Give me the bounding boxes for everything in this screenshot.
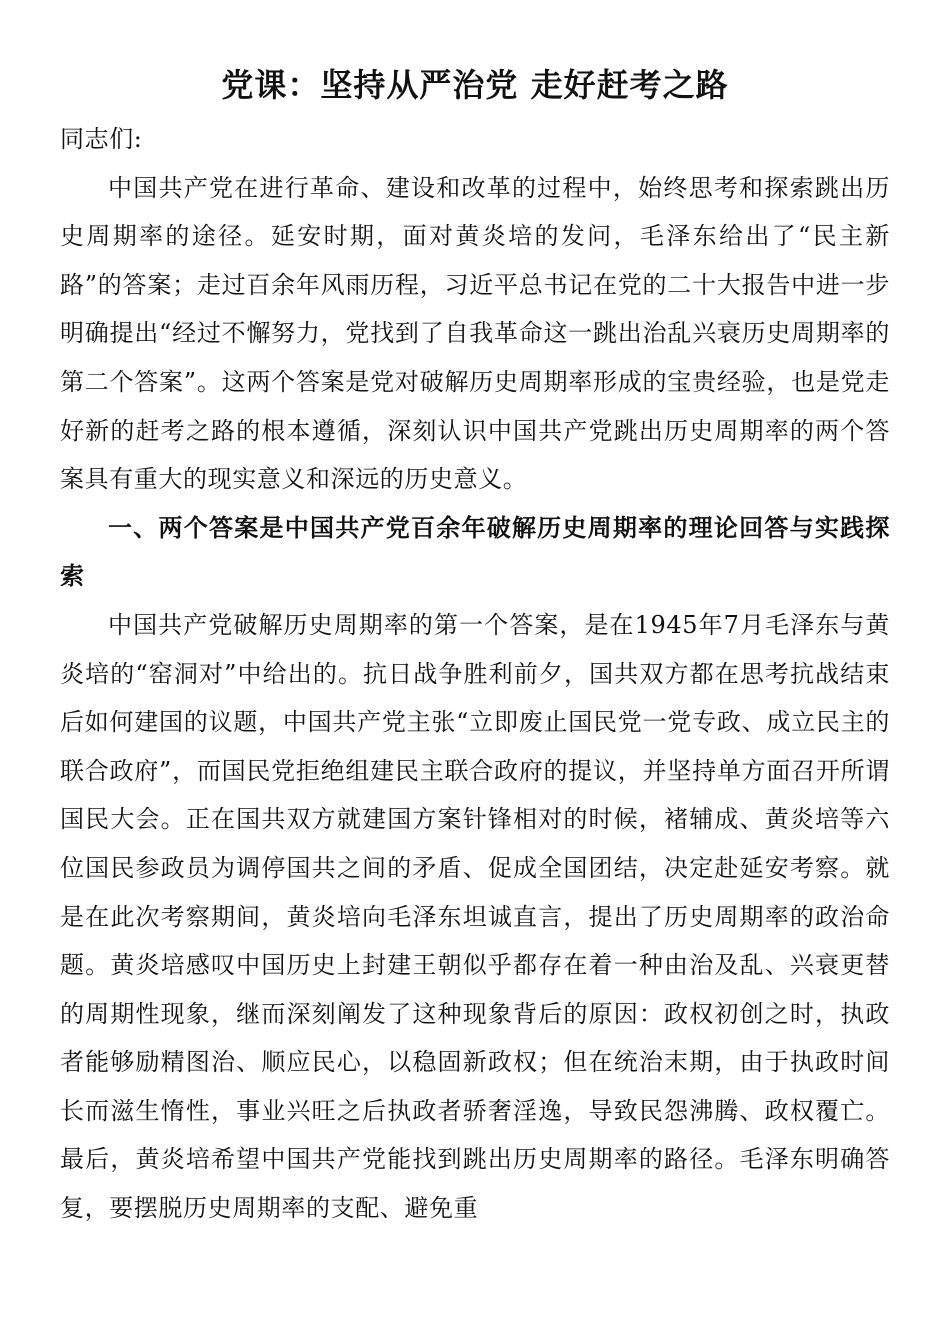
paragraph-section-1: 中国共产党破解历史周期率的第一个答案，是在1945年7月毛泽东与黄炎培的“窑洞对”中给出的。抗日战争胜利前夕，国共双方都在思考抗战结束后如何建国的议题，中国共产党主张“立即废止国民党一党专政、成立民主的联合政府”，而国民党拒绝组建民主联合政府的提议，并坚持单方面召开所谓国民大会。正在国共双方就建国方案针锋相对的时候，褚辅成、黄炎培等六位国民参政员为调停国共之间的矛盾、促成全国团结，决定赴延安考察。就是在此次考察期间，黄炎培向毛泽东坦诚直言，提出了历史周期率的政治命题。黄炎培感叹中国历史上封建王朝似乎都存在着一种由治及乱、兴衰更替的周期性现象，继而深刻阐发了这种现象背后的原因：政权初创之时，执政者能够励精图治、顺应民心，以稳固新政权；但在统治末期，由于执政时间长而滋生惰性，事业兴旺之后执政者骄奢淫逸，导致民怨沸腾、政权覆亡。最后，黄炎培希望中国共产党能找到跳出历史周期率的路径。毛泽东明确答复，要摆脱历史周期率的支配、避免重 <box>60 610 890 1223</box>
document-title: 党课：坚持从严治党 走好赶考之路 <box>221 66 729 104</box>
document-body <box>60 115 890 1233</box>
section-heading-1: 一、两个答案是中国共产党百余年破解历史周期率的理论回答与实践探索 <box>60 513 890 591</box>
greeting: 同志们: <box>60 125 143 153</box>
paragraph-intro: 中国共产党在进行革命、建设和改革的过程中，始终思考和探索跳出历史周期率的途径。延安时期，面对黄炎培的发问，毛泽东给出了“民主新路”的答案；走过百余年风雨历程，习近平总书记在党的二十大报告中进一步明确提出“经过不懈努力，党找到了自我革命这一跳出治乱兴衰历史周期率的第二个答案”。这两个答案是党对破解历史周期率形成的宝贵经验，也是党走好新的赶考之路的根本遵循，深刻认识中国共产党跳出历史周期率的两个答案具有重大的现实意义和深远的历史意义。 <box>60 173 890 494</box>
